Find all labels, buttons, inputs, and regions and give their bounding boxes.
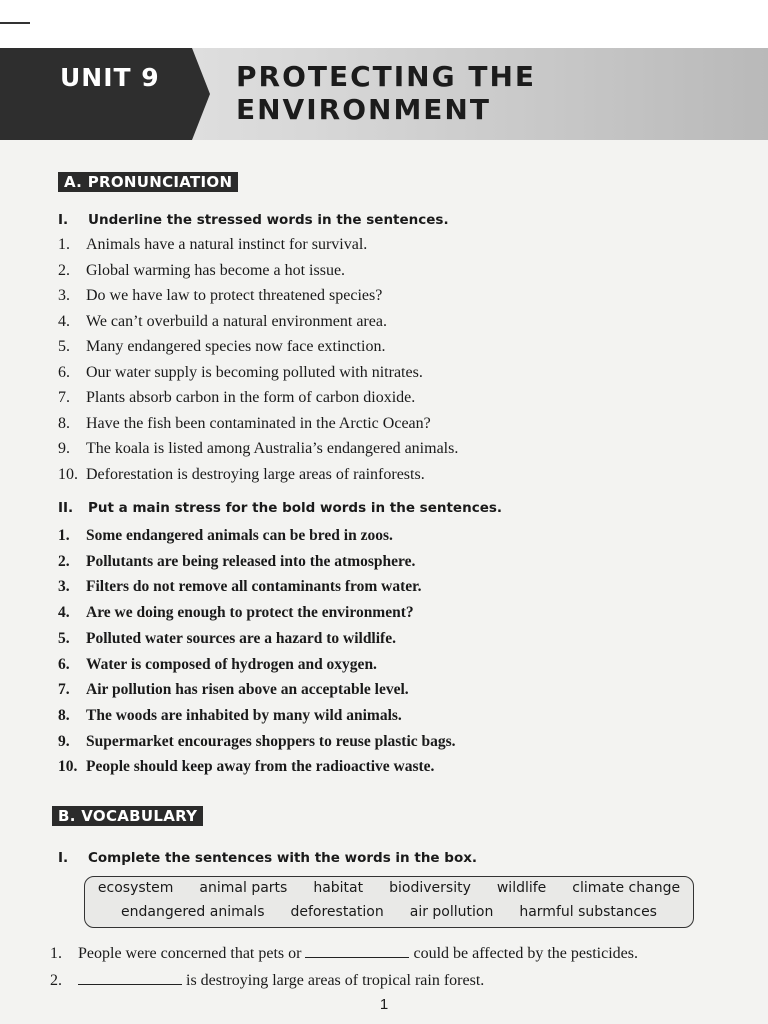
instruction-a2 (58, 500, 502, 516)
item-text: The woods are inhabited by many wild animals. (86, 706, 402, 724)
unit-label: UNIT 9 (60, 63, 160, 92)
word-box-word: air pollution (409, 904, 494, 920)
unit-badge (0, 48, 210, 140)
item-text: Do we have law to protect threatened species? (86, 287, 383, 304)
item-number: 1. (58, 236, 70, 253)
sentence-item (58, 287, 382, 305)
instruction-text: Complete the sentences with the words in the box. (88, 850, 478, 866)
item-number: 10. (58, 465, 78, 483)
sentence-item (58, 466, 425, 484)
word-box-word: animal parts (199, 880, 288, 896)
item-text: Polluted water sources are a hazard to wildlife. (86, 629, 396, 647)
word-box-row (85, 880, 693, 896)
item-text: Are we doing enough to protect the environment? (86, 604, 414, 622)
item-number: 1. (50, 945, 62, 962)
item-text-after: is destroying large areas of tropical rain forest. (186, 972, 485, 989)
item-text: Many endangered species now face extinction. (86, 338, 386, 355)
instruction-b1 (58, 850, 477, 866)
instruction-roman: II. (58, 500, 74, 516)
word-box-word: wildlife (496, 880, 547, 896)
word-box-word: endangered animals (121, 904, 265, 920)
sentence-item (58, 758, 434, 776)
section-heading-vocabulary: B. VOCABULARY (52, 806, 203, 826)
item-text: Animals have a natural instinct for survival. (86, 236, 368, 253)
chapter-title-line2: ENVIRONMENT (236, 93, 491, 126)
item-number: 7. (58, 389, 70, 406)
word-box (84, 876, 694, 928)
sentence-item (58, 604, 414, 622)
answer-blank[interactable] (305, 943, 409, 958)
word-box-word: habitat (313, 880, 364, 896)
sentence-item (58, 553, 415, 571)
sentence-item (58, 733, 456, 751)
item-number: 9. (58, 732, 70, 750)
sentence-item (58, 338, 385, 356)
answer-blank[interactable] (78, 970, 182, 985)
vocab-item-2 (50, 970, 484, 990)
sentence-item (58, 630, 396, 648)
word-box-word: harmful substances (519, 904, 657, 920)
item-number: 4. (58, 312, 70, 330)
item-number: 9. (58, 440, 70, 457)
item-number: 10. (58, 758, 78, 776)
item-number: 6. (58, 655, 70, 673)
item-text: People should keep away from the radioactive waste. (86, 758, 435, 776)
sentence-item (58, 236, 367, 254)
sentence-item (58, 440, 458, 458)
page-corner-mark (0, 22, 30, 24)
item-text: Deforestation is destroying large areas of rainforests. (86, 465, 425, 483)
item-text: Some endangered animals can be bred in zoos. (86, 527, 393, 544)
sentence-item (58, 578, 422, 596)
item-number: 2. (50, 972, 62, 989)
item-number: 8. (58, 706, 70, 724)
item-number: 6. (58, 363, 70, 381)
word-box-row (85, 904, 693, 920)
item-number: 8. (58, 414, 70, 432)
item-number: 2. (58, 552, 70, 570)
sentence-item (58, 707, 402, 725)
item-number: 2. (58, 261, 70, 279)
sentence-item (58, 389, 415, 407)
item-text: Air pollution has risen above an acceptable level. (86, 681, 409, 699)
item-text: Global warming has become a hot issue. (86, 261, 346, 279)
sentence-item (58, 415, 431, 433)
item-number: 1. (58, 527, 70, 544)
word-box-word: climate change (572, 880, 681, 896)
item-number: 3. (58, 578, 70, 596)
sentence-item (58, 313, 387, 331)
word-box-word: biodiversity (389, 880, 471, 896)
instruction-roman: I. (58, 850, 69, 866)
item-text: Water is composed of hydrogen and oxygen. (86, 655, 377, 673)
word-box-word: deforestation (290, 904, 384, 920)
item-text: Plants absorb carbon in the form of carbon dioxide. (86, 389, 416, 406)
item-text: The koala is listed among Australia’s endangered animals. (86, 440, 459, 457)
sentence-item (58, 681, 409, 699)
item-number: 3. (58, 287, 70, 304)
section-heading-pronunciation: A. PRONUNCIATION (58, 172, 238, 192)
sentence-item (58, 527, 393, 545)
item-number: 5. (58, 629, 70, 647)
item-text-before: People were concerned that pets or (78, 945, 302, 962)
instruction-a1 (58, 212, 449, 228)
instruction-text: Put a main stress for the bold words in the sentences. (88, 500, 503, 516)
instruction-roman: I. (58, 212, 69, 228)
instruction-text: Underline the stressed words in the sentences. (88, 212, 449, 228)
item-text: We can’t overbuild a natural environment area. (86, 312, 387, 330)
item-number: 5. (58, 338, 70, 355)
page-number: 1 (379, 996, 389, 1013)
word-box-word: ecosystem (97, 880, 174, 896)
vocab-item-1 (50, 943, 638, 963)
item-text: Our water supply is becoming polluted with nitrates. (86, 363, 423, 381)
item-text: Filters do not remove all contaminants from water. (86, 578, 422, 596)
chapter-title-line1: PROTECTING THE (236, 60, 537, 93)
item-text: Supermarket encourages shoppers to reuse plastic bags. (86, 732, 456, 750)
item-number: 7. (58, 681, 70, 699)
item-text: Have the fish been contaminated in the Arctic Ocean? (86, 414, 431, 432)
chapter-title (236, 60, 536, 126)
item-text-after: could be affected by the pesticides. (413, 945, 638, 962)
sentence-item (58, 364, 423, 382)
page-top-edge (0, 0, 768, 48)
item-text: Pollutants are being released into the atmosphere. (86, 552, 416, 570)
sentence-item (58, 262, 345, 280)
sentence-item (58, 656, 377, 674)
item-number: 4. (58, 604, 70, 622)
